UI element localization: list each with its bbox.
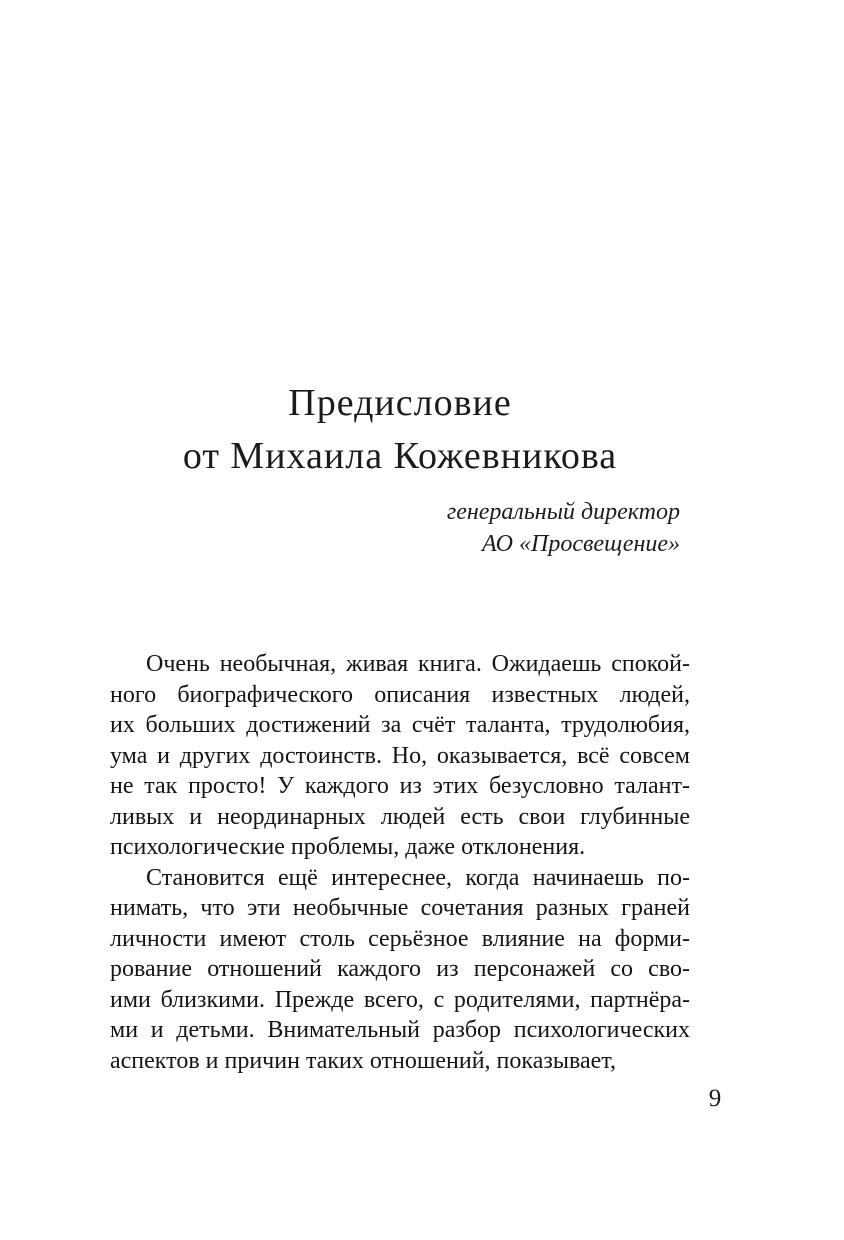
byline-role: генеральный директор: [446, 499, 680, 525]
text-line: аспектов и причин таких отношений, показывает,: [110, 1047, 616, 1074]
text-line: Очень необычная, живая книга. Ожидаешь спокой-: [146, 651, 690, 677]
paragraph: [110, 649, 690, 863]
page-number: 9: [708, 1085, 722, 1112]
text-line: рование отношений каждого из персонажей со сво-: [110, 956, 690, 982]
text-line: их больших достижений за счёт таланта, трудолюбия,: [110, 712, 690, 738]
body-text: [110, 649, 690, 1076]
page-title-line-2: от Михаила Кожевникова: [182, 435, 618, 477]
text-line: личности имеют столь серьёзное влияние на форми-: [110, 925, 690, 952]
text-line: ми и детьми. Внимательный разбор психологических: [110, 1017, 690, 1043]
text-line: ного биографического описания известных людей,: [110, 681, 690, 708]
text-line: Становится ещё интереснее, когда начинаешь по-: [146, 864, 690, 891]
page-title: [110, 377, 690, 483]
text-line: психологические проблемы, даже отклонения.: [110, 834, 586, 860]
text-line: не так просто! У каждого из этих безусловно талант-: [110, 773, 690, 799]
paragraph: [110, 863, 690, 1077]
page-title-line-1: Предисловие: [288, 382, 512, 424]
text-line: нимать, что эти необычные сочетания разных граней: [110, 895, 690, 921]
text-line: ими близкими. Прежде всего, с родителями, партнёра-: [110, 986, 690, 1013]
text-line: ливых и неординарных людей есть свои глубинные: [110, 803, 690, 830]
text-line: ума и других достоинств. Но, оказывается, всё совсем: [110, 742, 690, 769]
byline-organization: АО «Просвещение»: [481, 531, 680, 557]
byline: [110, 496, 680, 560]
